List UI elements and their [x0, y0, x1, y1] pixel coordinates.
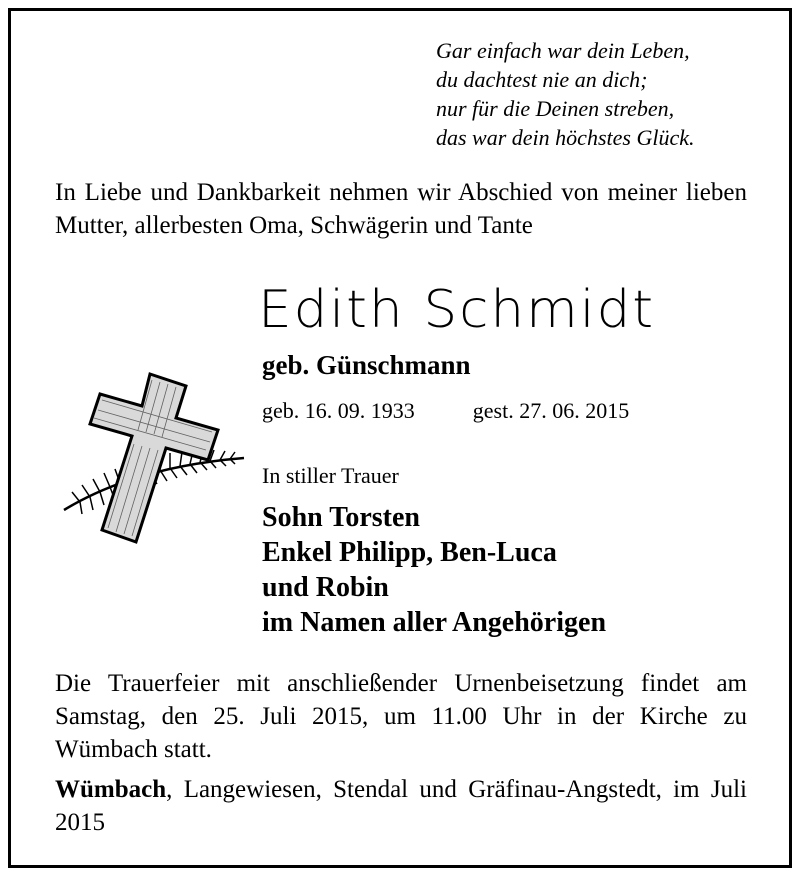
poem-line: Gar einfach war dein Leben, — [436, 38, 690, 63]
mourner-line: Sohn Torsten — [262, 502, 420, 533]
poem-line: nur für die Deinen streben, — [436, 96, 675, 121]
deceased-name: Edith Schmidt — [258, 280, 656, 340]
mourners-list — [262, 500, 606, 640]
death-date: gest. 27. 06. 2015 — [472, 398, 630, 423]
places-bold: Wümbach — [55, 776, 167, 803]
poem — [436, 36, 694, 152]
birth-date: geb. 16. 09. 1933 — [262, 398, 415, 423]
mourner-line: im Namen aller Angehörigen — [262, 607, 607, 638]
places-text — [55, 773, 747, 839]
life-dates — [262, 398, 629, 424]
mourner-line: Enkel Philipp, Ben-Luca — [262, 537, 557, 568]
poem-line: du dachtest nie an dich; — [436, 67, 648, 92]
service-text: Die Trauerfeier mit anschließender Urnenbeisetzung findet am Samstag, den 25. Juli 2015, um 11.00 Uhr in der Kirche zu Wümbach statt. — [55, 670, 747, 763]
intro-text: In Liebe und Dankbarkeit nehmen wir Abschied von meiner lieben Mutter, allerbesten Oma, Schwägerin und Tante — [55, 179, 747, 239]
places-rest: , Langewiesen, Stendal und Gräfinau-Angstedt, im Juli 2015 — [55, 776, 747, 836]
cross-with-palm-icon — [50, 372, 246, 554]
poem-line: das war dein höchstes Glück. — [436, 125, 695, 150]
maiden-name: geb. Günschmann — [262, 350, 471, 380]
mourner-line: und Robin — [262, 572, 389, 603]
mourning-label: In stiller Trauer — [262, 463, 399, 488]
